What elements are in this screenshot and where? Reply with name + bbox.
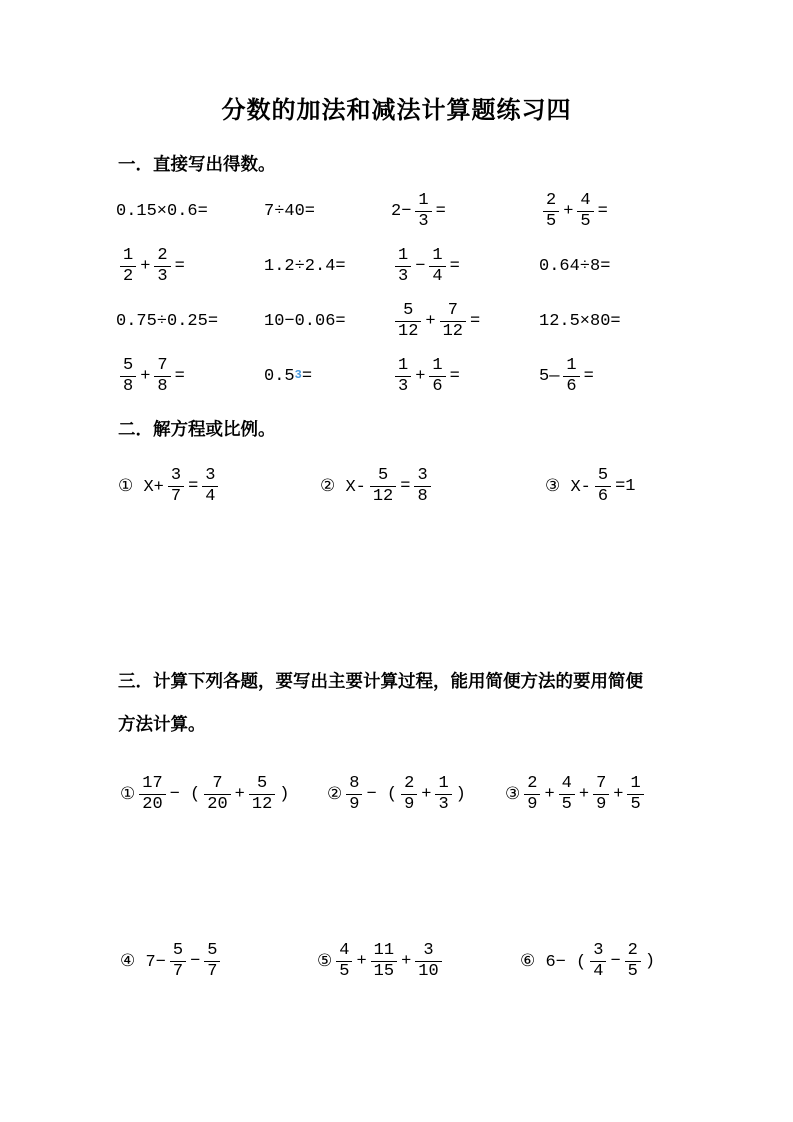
fraction-numerator: 7: [157, 356, 168, 376]
fraction-numerator: 3: [170, 465, 182, 485]
fraction: [401, 774, 417, 814]
fraction-denominator: 12: [395, 321, 421, 342]
fraction-numerator: 2: [404, 773, 415, 793]
fraction-numerator: 7: [596, 773, 607, 793]
fraction: [154, 246, 170, 286]
math-text: 5—: [539, 367, 560, 386]
fraction-denominator: 2: [120, 266, 136, 287]
math-problem: [317, 932, 520, 990]
fraction-denominator: 15: [371, 961, 397, 982]
fraction-denominator: 12: [249, 794, 275, 815]
fraction-numerator: 5: [207, 940, 218, 960]
math-text: −: [415, 257, 426, 276]
math-text: =: [449, 257, 460, 276]
math-problem: [120, 768, 327, 820]
math-text: 2−: [391, 202, 412, 221]
math-text: =: [174, 257, 185, 276]
math-text: +: [421, 784, 432, 804]
fraction-numerator: 1: [566, 356, 577, 376]
math-text: =: [435, 202, 446, 221]
math-problem: [264, 239, 391, 294]
math-problem: [391, 239, 539, 294]
fraction: [440, 301, 466, 341]
math-problem: [264, 349, 391, 404]
math-text: =: [583, 367, 594, 386]
equation: [320, 455, 545, 517]
math-text: ): [455, 784, 466, 804]
fraction-denominator: 5: [559, 794, 575, 815]
fraction: [249, 774, 275, 814]
fraction: [577, 191, 593, 231]
fraction-denominator: 6: [595, 486, 611, 507]
math-text: ): [279, 784, 290, 804]
fraction-denominator: 3: [395, 376, 411, 397]
fraction-numerator: 1: [630, 773, 641, 793]
math-text: 0.64÷8=: [539, 257, 611, 276]
fraction: [415, 191, 431, 231]
fraction-numerator: 1: [432, 356, 443, 376]
fraction-denominator: 6: [429, 376, 445, 397]
math-text: +: [140, 257, 151, 276]
fraction-numerator: 1: [398, 246, 409, 266]
fraction: [627, 774, 643, 814]
fraction: [543, 191, 559, 231]
fraction-denominator: 12: [370, 486, 396, 507]
math-text: +: [234, 784, 245, 804]
fraction-numerator: 1: [432, 246, 443, 266]
math-problem: [539, 349, 793, 404]
math-problem: [116, 239, 264, 294]
fraction-denominator: 8: [414, 486, 430, 507]
fraction-denominator: 20: [204, 794, 230, 815]
math-problem: [116, 349, 264, 404]
math-text: 7÷40=: [264, 202, 316, 221]
fraction-numerator: 3: [417, 465, 428, 485]
fraction: [395, 301, 421, 341]
fraction: [524, 774, 540, 814]
fraction-denominator: 3: [395, 266, 411, 287]
fraction-numerator: 1: [123, 246, 134, 266]
math-text: =: [449, 367, 460, 386]
fraction-numerator: 4: [561, 773, 572, 793]
fraction-denominator: 9: [593, 794, 609, 815]
fraction-numerator: 1: [398, 356, 409, 376]
math-text: 12.5×80=: [539, 312, 621, 331]
math-problem: [520, 932, 793, 990]
math-text: ①: [120, 785, 136, 805]
fraction-denominator: 5: [336, 961, 352, 982]
math-problem: [116, 184, 264, 239]
fraction-numerator: 2: [546, 191, 557, 211]
section2-heading: 二．解方程或比例。: [118, 419, 276, 439]
fraction: [414, 466, 430, 506]
fraction-numerator: 2: [157, 246, 168, 266]
fraction: [204, 774, 230, 814]
fraction-numerator: 3: [593, 940, 604, 960]
fraction-numerator: 3: [205, 465, 216, 485]
exponent: 3: [294, 367, 302, 382]
math-text: − (: [366, 784, 398, 804]
math-text: 0.15×0.6=: [116, 202, 208, 221]
fraction-numerator: 8: [349, 773, 360, 793]
fraction-numerator: 5: [123, 356, 134, 376]
math-text: +: [563, 202, 574, 221]
fraction: [336, 941, 352, 981]
fraction-denominator: 7: [168, 486, 184, 507]
fraction-denominator: 3: [415, 211, 431, 232]
fraction: [395, 246, 411, 286]
fraction: [154, 356, 170, 396]
fraction: [170, 941, 186, 981]
fraction: [139, 774, 165, 814]
fraction: [395, 356, 411, 396]
fraction-numerator: 17: [142, 773, 163, 793]
math-text: +: [425, 312, 436, 331]
math-problem: [539, 239, 793, 294]
math-problem: [264, 294, 391, 349]
fraction-denominator: 4: [202, 486, 218, 507]
fraction: [202, 466, 218, 506]
fraction: [559, 774, 575, 814]
fraction-numerator: 3: [423, 940, 434, 960]
math-text: +: [415, 367, 426, 386]
page-title: 分数的加法和减法计算题练习四: [221, 97, 572, 124]
math-text: +: [613, 784, 624, 804]
math-text: 0.5: [264, 367, 295, 386]
fraction: [595, 466, 611, 506]
math-text: ⑤: [317, 952, 333, 972]
fraction: [168, 466, 184, 506]
fraction-numerator: 1: [418, 191, 429, 211]
fraction-numerator: 5: [172, 940, 184, 960]
fraction-denominator: 3: [154, 266, 170, 287]
math-problem: [539, 184, 793, 239]
math-text: =1: [615, 476, 636, 496]
math-text: − (: [169, 784, 201, 804]
fraction-numerator: 4: [580, 191, 591, 211]
math-text: 10−0.06=: [264, 312, 346, 331]
math-text: +: [544, 784, 555, 804]
math-problem: [539, 294, 793, 349]
fraction-numerator: 1: [438, 773, 449, 793]
fraction-denominator: 4: [590, 961, 606, 982]
fraction: [590, 941, 606, 981]
fraction-denominator: 4: [429, 266, 445, 287]
fraction-denominator: 6: [563, 376, 579, 397]
fraction-denominator: 12: [440, 321, 466, 342]
fraction-numerator: 5: [403, 301, 414, 321]
math-text: ① X+: [118, 477, 164, 497]
fraction: [429, 356, 445, 396]
math-problem: [391, 184, 539, 239]
math-problem: [116, 294, 264, 349]
math-text: 0.75÷0.25=: [116, 312, 219, 331]
fraction: [429, 246, 445, 286]
fraction-denominator: 9: [401, 794, 417, 815]
math-text: −: [190, 951, 201, 971]
fraction: [625, 941, 641, 981]
section2-equations: [118, 455, 793, 517]
math-text: +: [140, 367, 151, 386]
math-text: ④ 7−: [120, 952, 166, 972]
fraction-denominator: 9: [346, 794, 362, 815]
fraction: [204, 941, 220, 981]
fraction-numerator: 11: [373, 940, 395, 960]
math-problem: [391, 349, 539, 404]
fraction: [120, 246, 136, 286]
fraction-denominator: 20: [139, 794, 165, 815]
section3-problems-row2: [120, 932, 793, 990]
fraction-denominator: 8: [120, 376, 136, 397]
fraction-numerator: 7: [447, 301, 458, 321]
fraction-denominator: 5: [543, 211, 559, 232]
section3-heading: [118, 660, 683, 746]
math-text: −: [610, 951, 621, 971]
math-text: ③ X-: [545, 477, 591, 497]
math-text: ): [644, 951, 656, 971]
section3-heading-line2: 方法计算。: [118, 714, 206, 734]
fraction-denominator: 7: [204, 961, 220, 982]
fraction-denominator: 7: [170, 961, 186, 982]
fraction-denominator: 5: [577, 211, 593, 232]
fraction: [346, 774, 362, 814]
fraction-denominator: 3: [435, 794, 451, 815]
fraction: [370, 466, 396, 506]
fraction-denominator: 8: [154, 376, 170, 397]
equation: [118, 455, 320, 517]
fraction-denominator: 10: [415, 961, 441, 982]
fraction-numerator: 2: [527, 773, 538, 793]
fraction-numerator: 2: [627, 940, 638, 960]
fraction: [371, 941, 397, 981]
math-text: =: [188, 476, 199, 496]
math-text: +: [578, 784, 590, 804]
math-problem: [120, 932, 317, 990]
fraction-denominator: 5: [625, 961, 641, 982]
math-text: ②: [327, 785, 343, 805]
math-text: =: [174, 367, 185, 386]
fraction-denominator: 5: [627, 794, 643, 815]
math-text: 1.2÷2.4=: [264, 257, 346, 276]
math-text: =: [470, 312, 481, 331]
math-text: =: [301, 367, 313, 386]
fraction-numerator: 7: [212, 773, 223, 793]
equation: [545, 455, 793, 517]
math-text: =: [597, 202, 608, 221]
math-text: =: [400, 476, 411, 496]
math-text: +: [356, 951, 367, 971]
fraction-numerator: 5: [256, 773, 268, 793]
math-text: ② X-: [320, 477, 366, 497]
math-problem: [264, 184, 391, 239]
math-problem: [391, 294, 539, 349]
section1-heading: 一．直接写出得数。: [118, 154, 276, 174]
fraction: [563, 356, 579, 396]
fraction: [593, 774, 609, 814]
math-problem: [327, 768, 505, 820]
fraction-numerator: 5: [597, 465, 609, 485]
math-text: ③: [505, 785, 521, 805]
fraction-numerator: 4: [339, 940, 350, 960]
section3-problems-row1: [120, 768, 793, 820]
fraction-denominator: 9: [524, 794, 540, 815]
fraction: [120, 356, 136, 396]
math-problem: [505, 768, 793, 820]
fraction: [415, 941, 441, 981]
section3-heading-line1: 三．计算下列各题，要写出主要计算过程，能用简便方法的要用简便: [118, 671, 643, 691]
section1-problems: [116, 184, 793, 404]
math-text: +: [401, 951, 412, 971]
math-text: ⑥ 6− (: [520, 952, 587, 972]
fraction-numerator: 5: [377, 465, 389, 485]
fraction: [435, 774, 451, 814]
